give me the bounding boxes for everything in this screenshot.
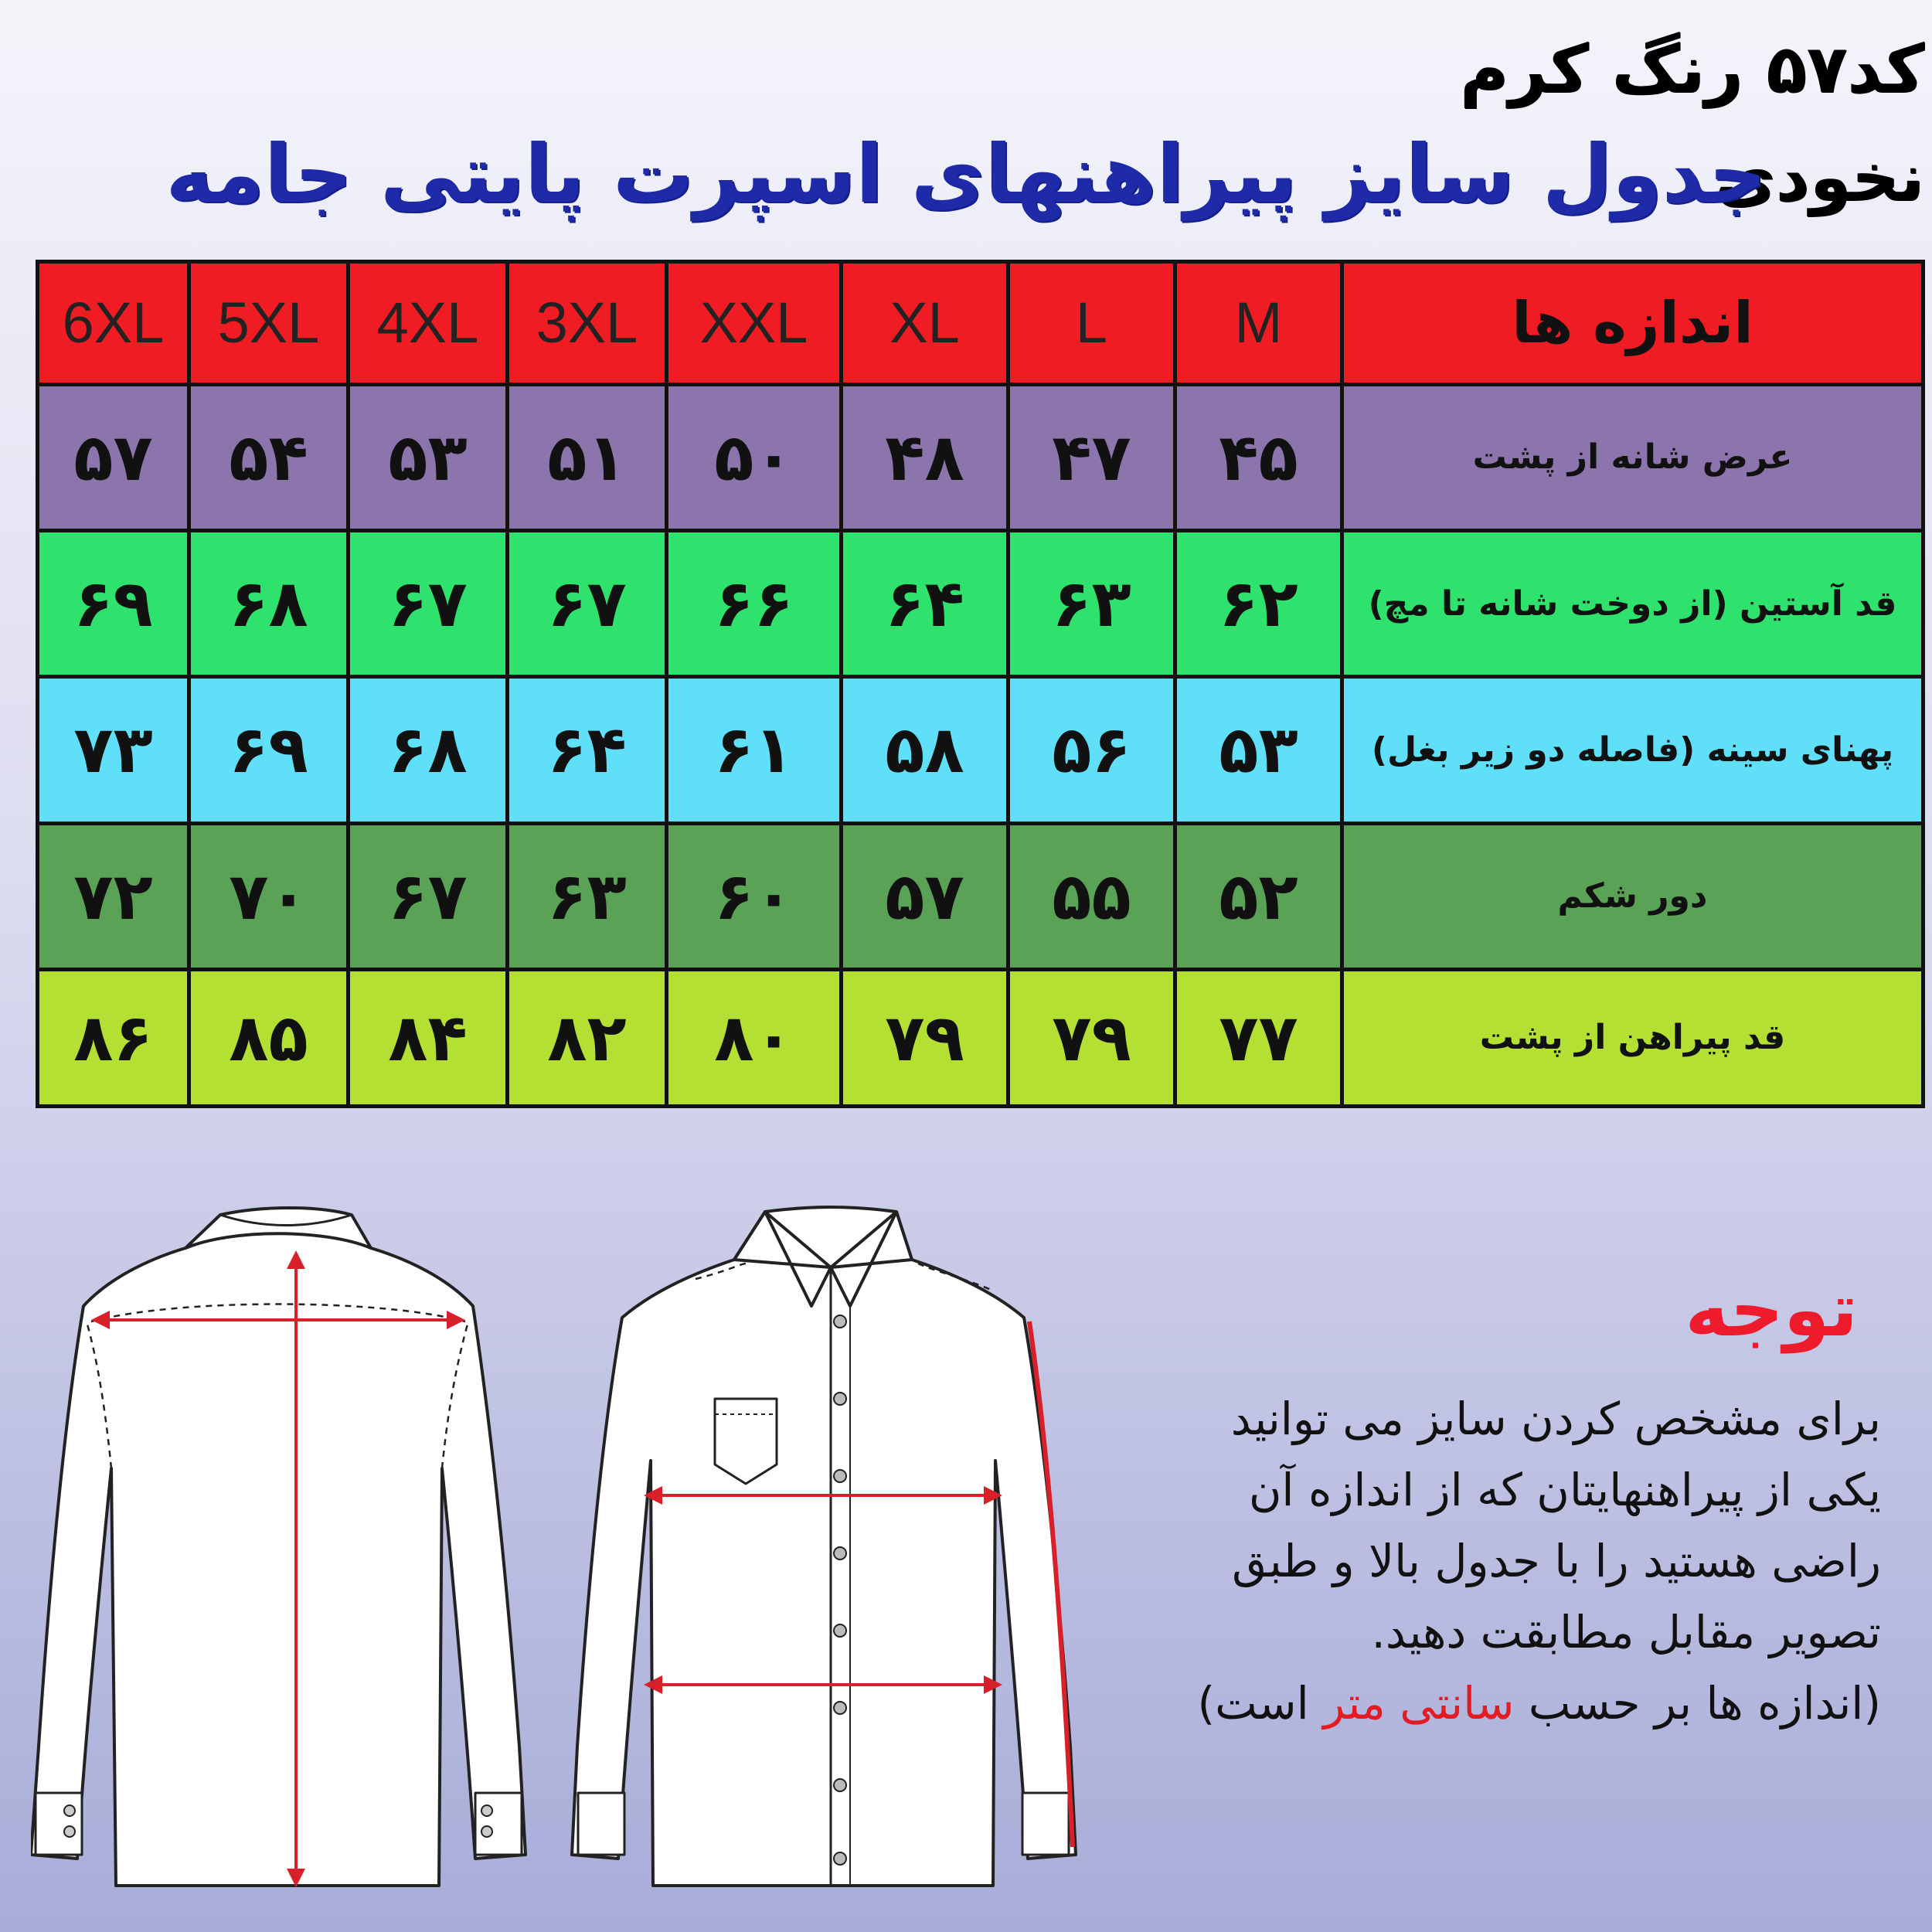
table-cell: ۵۷ bbox=[842, 823, 1009, 969]
note-line: تصویر مقابل مطابقت دهید. bbox=[1371, 1606, 1881, 1658]
row-label: دور شکم bbox=[1342, 823, 1923, 969]
size-header: XL bbox=[842, 262, 1009, 385]
table-cell: ۶۴ bbox=[508, 677, 667, 823]
table-cell: ۵۰ bbox=[667, 384, 842, 530]
table-cell: ۶۰ bbox=[667, 823, 842, 969]
table-cell: ۶۸ bbox=[189, 530, 349, 676]
note-line: برای مشخص کردن سایز می توانید bbox=[1230, 1393, 1881, 1445]
size-header: 6XL bbox=[38, 262, 189, 385]
row-label: قد آستین (از دوخت شانه تا مچ) bbox=[1342, 530, 1923, 676]
table-cell: ۶۷ bbox=[349, 823, 508, 969]
table-cell: ۴۸ bbox=[842, 384, 1009, 530]
shirt-illustration bbox=[31, 1206, 1113, 1909]
table-cell: ۶۳ bbox=[508, 823, 667, 969]
row-label: قد پیراهن از پشت bbox=[1342, 969, 1923, 1106]
note-unit-highlight: سانتی متر bbox=[1323, 1677, 1515, 1730]
note-body bbox=[1046, 1383, 1881, 1739]
table-cell: ۷۷ bbox=[1175, 969, 1342, 1106]
corner-label: اندازه ها bbox=[1342, 262, 1923, 385]
table-cell: ۶۷ bbox=[349, 530, 508, 676]
note-unit-prefix: (اندازه ها بر حسب bbox=[1528, 1677, 1881, 1730]
table-row bbox=[38, 530, 1923, 676]
table-cell: ۵۵ bbox=[1009, 823, 1175, 969]
table-cell: ۷۰ bbox=[189, 823, 349, 969]
table-cell: ۸۰ bbox=[667, 969, 842, 1106]
table-cell: ۵۴ bbox=[189, 384, 349, 530]
table-row bbox=[38, 677, 1923, 823]
table-cell: ۷۲ bbox=[38, 823, 189, 969]
shirt-front-icon bbox=[572, 1207, 1076, 1886]
table-cell: ۶۴ bbox=[842, 530, 1009, 676]
table-cell: ۸۲ bbox=[508, 969, 667, 1106]
size-header: 4XL bbox=[349, 262, 508, 385]
page-title: جدول سایز پیراهنهای اسپرت پایتی جامه bbox=[165, 127, 1767, 221]
note-line: راضی هستید را با جدول بالا و طبق bbox=[1232, 1535, 1881, 1587]
table-header-row bbox=[38, 262, 1923, 385]
table-cell: ۷۳ bbox=[38, 677, 189, 823]
table-cell: ۶۶ bbox=[667, 530, 842, 676]
table-cell: ۶۹ bbox=[189, 677, 349, 823]
shirt-back-icon bbox=[31, 1208, 526, 1886]
row-label: عرض شانه از پشت bbox=[1342, 384, 1923, 530]
table-cell: ۵۷ bbox=[38, 384, 189, 530]
table-row bbox=[38, 823, 1923, 969]
note-line: یکی از پیراهنهایتان که از اندازه آن bbox=[1248, 1464, 1881, 1516]
table-cell: ۸۶ bbox=[38, 969, 189, 1106]
note-unit-line bbox=[1046, 1668, 1881, 1739]
size-table bbox=[36, 260, 1925, 1108]
table-cell: ۶۸ bbox=[349, 677, 508, 823]
table-cell: ۵۱ bbox=[508, 384, 667, 530]
size-header: L bbox=[1009, 262, 1175, 385]
size-header: M bbox=[1175, 262, 1342, 385]
table-cell: ۵۶ bbox=[1009, 677, 1175, 823]
table-cell: ۸۵ bbox=[189, 969, 349, 1106]
table-cell: ۷۹ bbox=[1009, 969, 1175, 1106]
table-cell: ۸۴ bbox=[349, 969, 508, 1106]
table-cell: ۶۹ bbox=[38, 530, 189, 676]
table-cell: ۶۷ bbox=[508, 530, 667, 676]
size-header: 5XL bbox=[189, 262, 349, 385]
row-label: پهنای سینه (فاصله دو زیر بغل) bbox=[1342, 677, 1923, 823]
table-cell: ۵۲ bbox=[1175, 823, 1342, 969]
table-cell: ۴۷ bbox=[1009, 384, 1175, 530]
note-title: توجه bbox=[1685, 1267, 1858, 1353]
table-cell: ۵۳ bbox=[1175, 677, 1342, 823]
table-cell: ۴۵ bbox=[1175, 384, 1342, 530]
table-cell: ۶۲ bbox=[1175, 530, 1342, 676]
product-code: کد۵۷ رنگ کرم نخودی bbox=[1460, 31, 1924, 216]
table-cell: ۶۱ bbox=[667, 677, 842, 823]
table-cell: ۵۸ bbox=[842, 677, 1009, 823]
size-header: XXL bbox=[667, 262, 842, 385]
table-row bbox=[38, 969, 1923, 1106]
size-header: 3XL bbox=[508, 262, 667, 385]
table-cell: ۶۳ bbox=[1009, 530, 1175, 676]
note-unit-suffix: است) bbox=[1197, 1677, 1309, 1730]
table-cell: ۷۹ bbox=[842, 969, 1009, 1106]
table-cell: ۵۳ bbox=[349, 384, 508, 530]
table-row bbox=[38, 384, 1923, 530]
